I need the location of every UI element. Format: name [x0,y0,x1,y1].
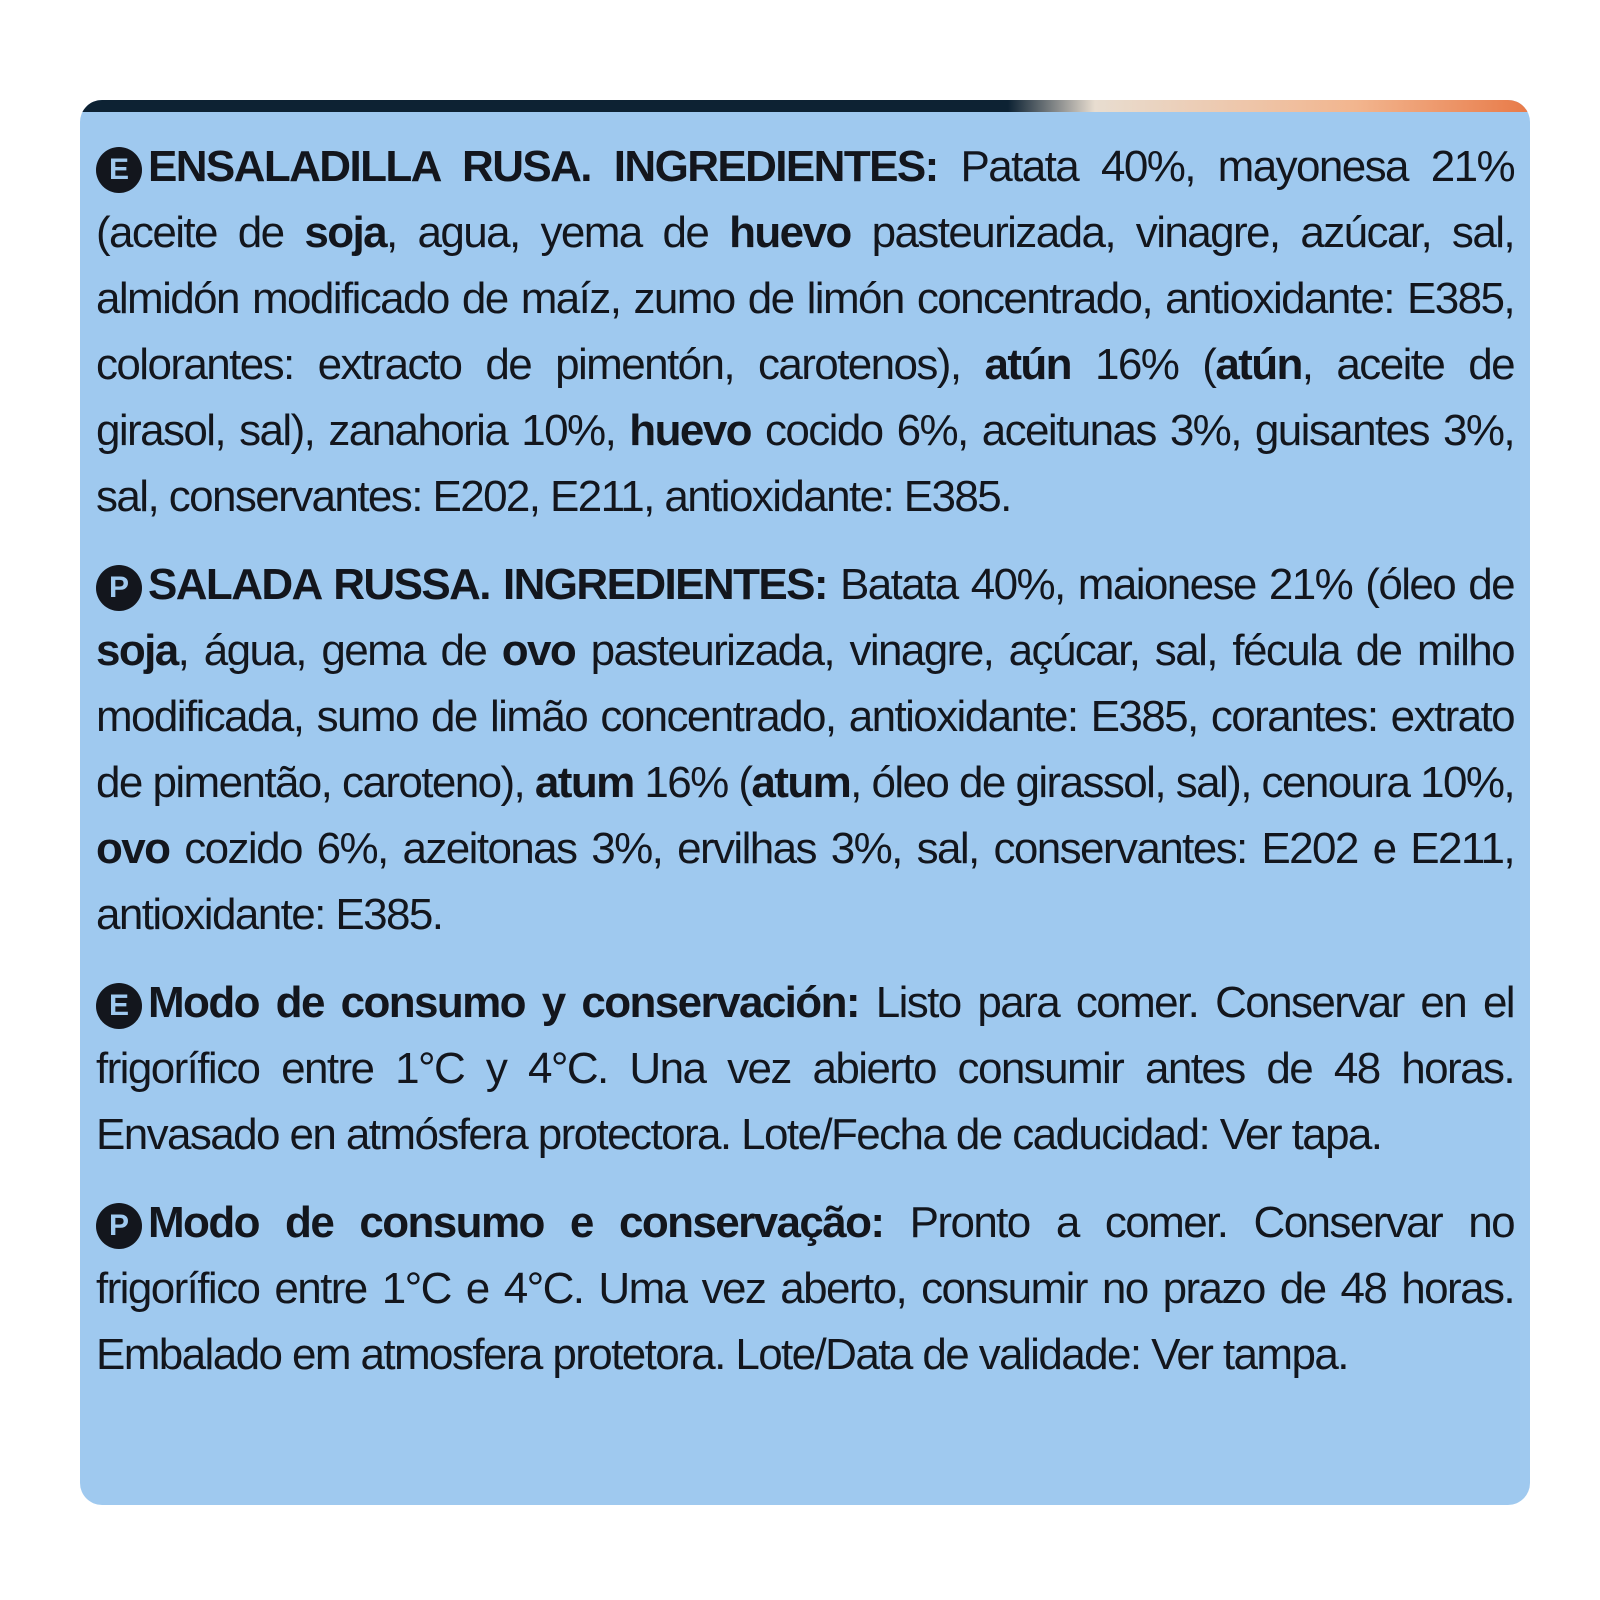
body-text: pasteurizada, vinagre, açúcar, sal, fécula de milho modificada, sumo de limão concentrado, antioxidante: E385, corantes: extrato de pimentão, caroteno), [96,626,1514,807]
body-text: 16% ( [633,758,752,807]
body-text: , óleo de girassol, sal), cenoura 10%, [850,758,1514,807]
packaging-top-strip [80,100,1530,112]
bold-text: ENSALADILLA RUSA. INGREDIENTES: [148,142,938,191]
language-badge-p: P [96,565,142,611]
body-text: Pronto a comer. Conservar no frigorífico entre 1°C e 4°C. Uma vez aberto, consumir no prazo de 48 horas. Embalado em atmosfera protetora. Lote/Data de validade: Ver tampa. [96,1198,1514,1379]
body-text: Batata 40%, maionese 21% (óleo de [826,560,1515,609]
section-ingredients-pt [96,552,1514,948]
bold-text: atún [1215,340,1302,389]
bold-text: soja [96,626,178,675]
bold-text: Modo de consumo y conservación: [148,978,859,1027]
body-text: pasteurizada, vinagre, azúcar, sal, almidón modificado de maíz, zumo de limón concentrado, antioxidante: E385, colorantes: extracto de pimentón, carotenos), [96,208,1514,389]
language-badge-e: E [96,983,142,1029]
bold-text: huevo [729,208,851,257]
body-text: , água, gema de [177,626,502,675]
ingredients-label-panel [80,100,1530,1505]
bold-text: soja [304,208,386,257]
body-text: cozido 6%, azeitonas 3%, ervilhas 3%, sal, conservantes: E202 e E211, antioxidante: E385. [96,824,1514,939]
body-text: Patata 40%, mayonesa 21% (aceite de [96,142,1514,257]
bold-text: Modo de consumo e conservação: [148,1198,884,1247]
bold-text: SALADA RUSSA. INGREDIENTES: [148,560,827,609]
bold-text: huevo [629,406,751,455]
bold-text: atún [984,340,1071,389]
section-usage-pt [96,1190,1514,1388]
language-badge-e: E [96,147,142,193]
bold-text: atum [534,758,634,807]
body-text: Listo para comer. Conservar en el frigorífico entre 1°C y 4°C. Una vez abierto consumir antes de 48 horas. Envasado en atmósfera protectora. Lote/Fecha de caducidad: Ver tapa. [96,978,1514,1159]
label-text-block [96,134,1514,1410]
bold-text: ovo [501,626,576,675]
bold-text: atum [751,758,851,807]
body-text: 16% ( [1070,340,1216,389]
section-usage-es [96,970,1514,1168]
language-badge-p: P [96,1203,142,1249]
bold-text: ovo [96,824,170,873]
body-text: , aceite de girasol, sal), zanahoria 10%, [96,340,1514,455]
body-text: cocido 6%, aceitunas 3%, guisantes 3%, sal, conservantes: E202, E211, antioxidante: E385. [96,406,1514,521]
section-ingredients-es [96,134,1514,530]
body-text: , agua, yema de [386,208,730,257]
